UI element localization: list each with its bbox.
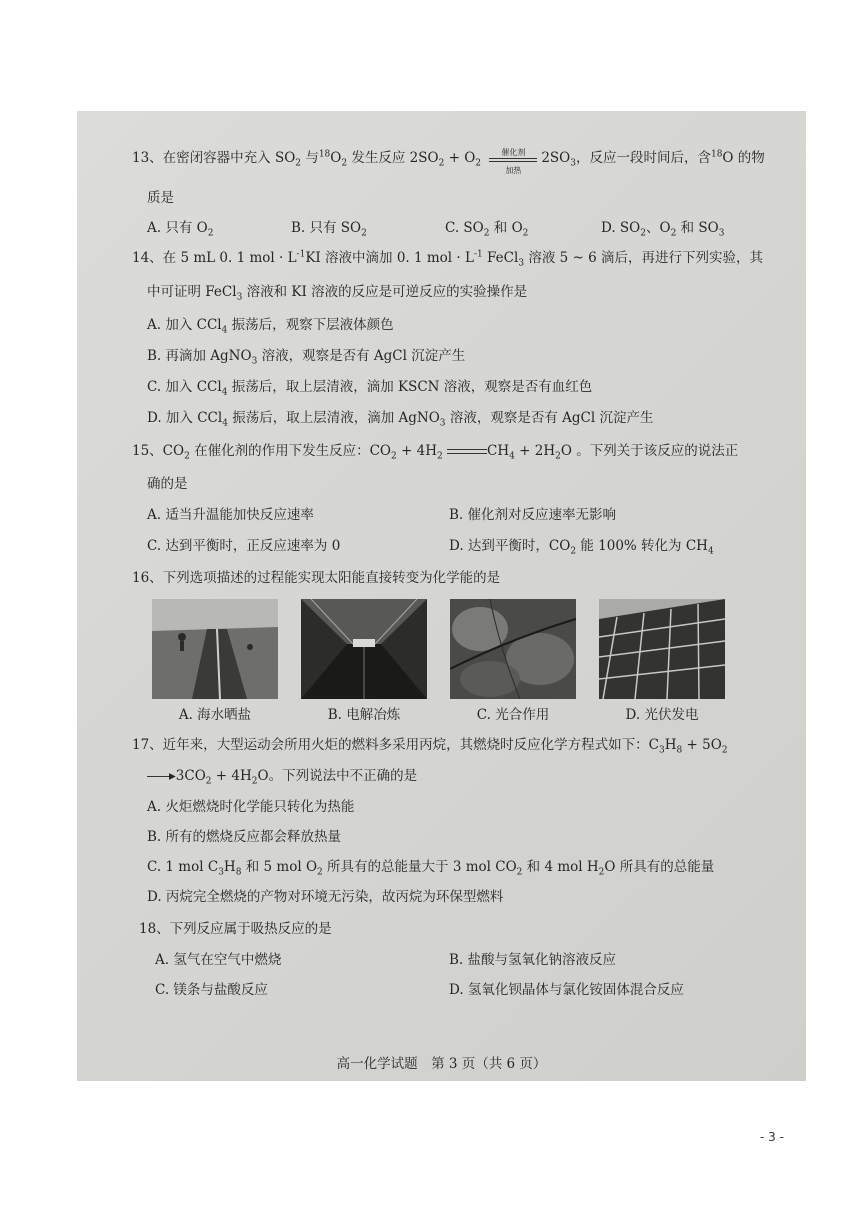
q13-option-d: D. $SO_2$、$O_2$ 和 $SO_3$	[601, 220, 725, 239]
q14-option-a: A. 加入 CCl$_4$ 振荡后，观察下层液体颜色	[147, 317, 394, 336]
q13-option-b: B. 只有 $SO_2$	[291, 220, 367, 239]
q17-option-a: A. 火炬燃烧时化学能只转化为热能	[147, 799, 355, 815]
photosynthesis-photo	[450, 599, 576, 699]
photovoltaic-photo	[599, 599, 725, 699]
q15-option-b: B. 催化剂对反应速率无影响	[449, 507, 617, 523]
caption-c: C. 光合作用	[476, 707, 550, 723]
q18-option-d: D. 氢氧化钡晶体与氯化铵固体混合反应	[449, 982, 684, 998]
q18-option-a: A. 氢气在空气中燃烧	[155, 952, 282, 968]
scan-footer: 高一化学试题 第 3 页（共 6 页）	[336, 1056, 547, 1072]
caption-b: B. 电解冶炼	[327, 707, 401, 723]
reversible-arrow-catalyst: 催化剂 加热	[485, 150, 541, 168]
q13-stem: 13、在密闭容器中充入 $SO_2$ 与$^{18}O_2$ 发生反应 $2SO_2 + O_2$ 催化剂 加热 $2SO_3$，反应一段时间后，含$^{18}$O 的物	[132, 147, 765, 175]
q15-option-a: A. 适当升温能加快反应速率	[147, 507, 314, 523]
q18-stem: 18、下列反应属于吸热反应的是	[139, 921, 332, 937]
q18-option-c: C. 镁条与盐酸反应	[155, 982, 268, 998]
right-arrow	[147, 776, 169, 777]
q17-stem: 17、近年来，大型运动会所用火炬的燃料多采用丙烷，其燃烧时反应化学方程式如下：$C_3H_8 + 5O_2$	[132, 737, 728, 756]
q17-option-c: C. 1 mol $C_3H_8$ 和 5 mol $O_2$ 所具有的总能量大于 3 mol $CO_2$ 和 4 mol $H_2O$ 所具有的总能量	[147, 859, 715, 878]
q13-stem-cont: 质是	[147, 190, 174, 206]
q17-option-d: D. 丙烷完全燃烧的产物对环境无污染，故丙烷为环保型燃料	[147, 889, 504, 905]
q15-stem: 15、$CO_2$ 在催化剂的作用下发生反应：$CO_2 + 4H_2$ $CH_4 + 2H_2O$ 。下列关于该反应的说法正	[132, 443, 739, 462]
q14-option-d: D. 加入 CCl$_4$ 振荡后，取上层清液，滴加 AgNO$_3$ 溶液，观察是否有 AgCl 沉淀产生	[147, 410, 654, 429]
q16-stem: 16、下列选项描述的过程能实现太阳能直接转变为化学能的是	[132, 570, 501, 586]
caption-a: A. 海水晒盐	[178, 707, 252, 723]
q15-option-d: D. 达到平衡时，$CO_2$ 能 100% 转化为 $CH_4$	[449, 538, 714, 557]
q17-option-b: B. 所有的燃烧反应都会释放热量	[147, 829, 342, 845]
q13-option-a: A. 只有 $O_2$	[147, 220, 214, 239]
q14-stem-cont: 中可证明 FeCl$_3$ 溶液和 KI 溶液的反应是可逆反应的实验操作是	[147, 284, 528, 303]
page-number: - 3 -	[760, 1130, 784, 1144]
q14-option-b: B. 再滴加 AgNO$_3$ 溶液，观察是否有 AgCl 沉淀产生	[147, 348, 466, 367]
electrolysis-photo	[301, 599, 427, 699]
q15-option-c: C. 达到平衡时，正反应速率为 0	[147, 538, 341, 554]
q18-option-b: B. 盐酸与氢氧化钠溶液反应	[449, 952, 617, 968]
q14-option-c: C. 加入 CCl$_4$ 振荡后，取上层清液，滴加 KSCN 溶液，观察是否有血红色	[147, 379, 593, 398]
q13-option-c: C. $SO_2$ 和 $O_2$	[445, 220, 529, 239]
q14-stem: 14、在 5 mL 0. 1 mol · $L^{-1}KI$ 溶液中滴加 0. 1 mol · $L^{-1}$ FeCl$_3$ 溶液 5 ~ 6 滴后，再进行下列实验，其	[132, 249, 763, 269]
reversible-arrow	[447, 448, 487, 456]
q17-stem-cont: $▸3CO_2 + 4H_2O$。下列说法中不正确的是	[147, 767, 417, 785]
q15-stem-cont: 确的是	[147, 476, 188, 492]
sea-salt-photo	[152, 599, 278, 699]
caption-d: D. 光伏发电	[625, 707, 699, 723]
scanned-page	[77, 111, 806, 1081]
